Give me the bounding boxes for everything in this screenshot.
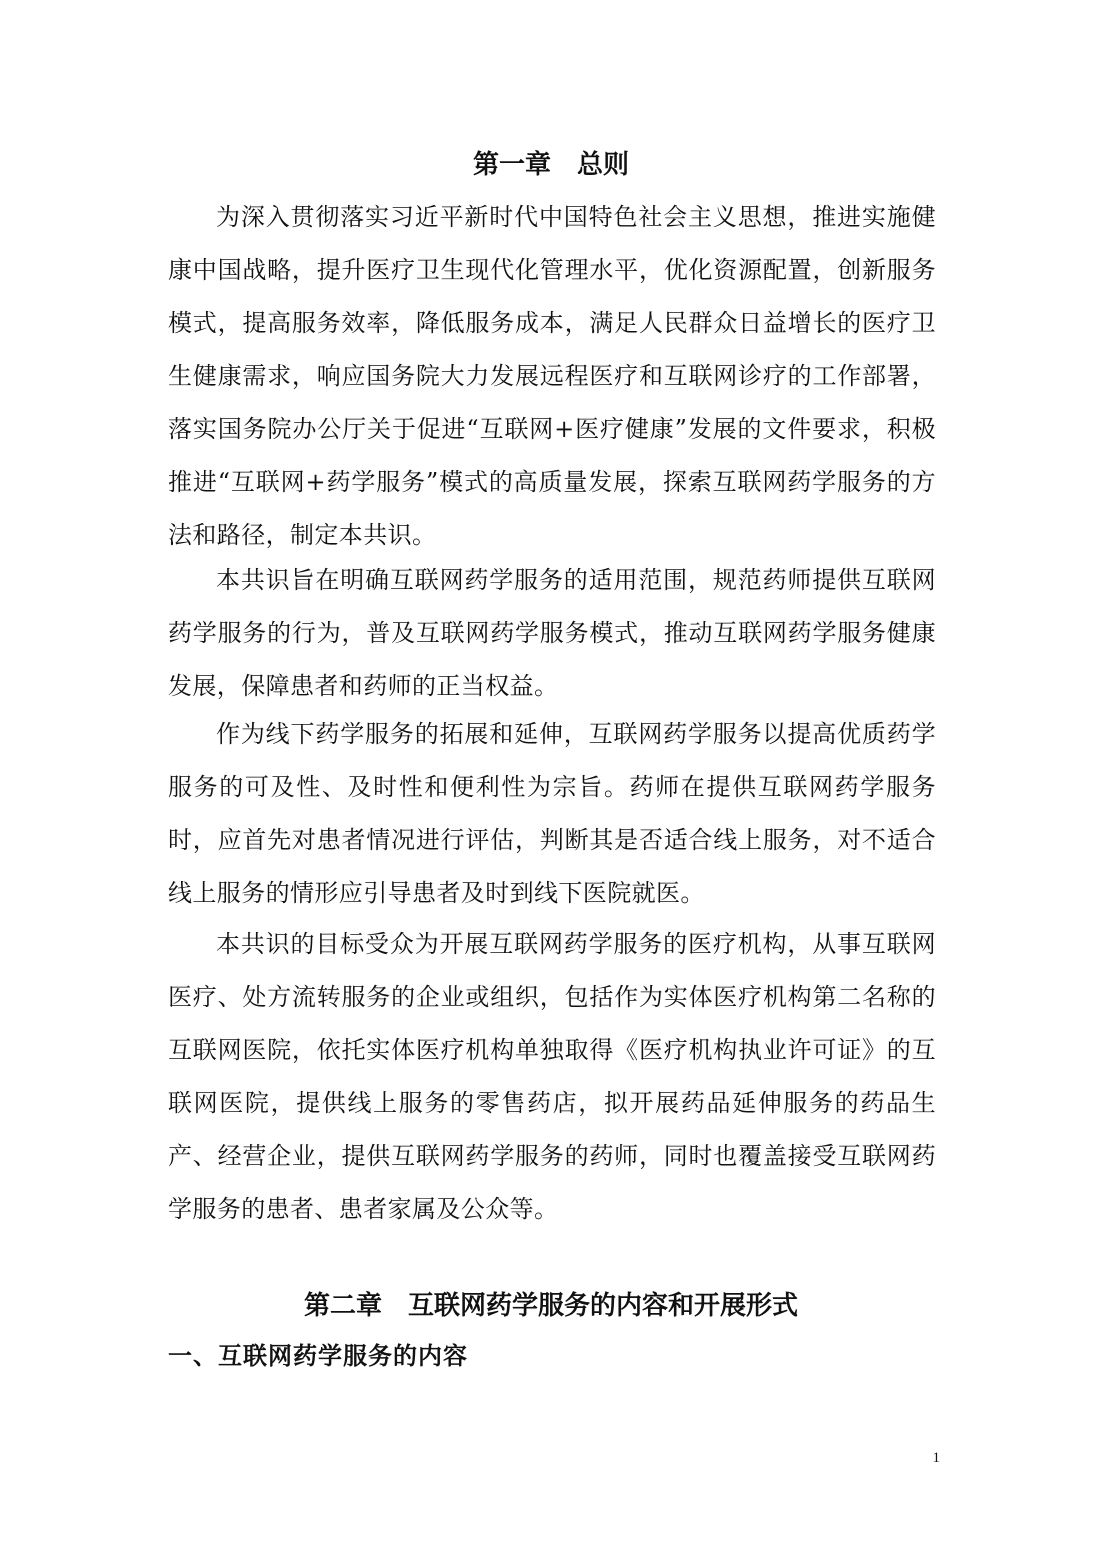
chapter-1-title: 第一章 总则 bbox=[472, 150, 629, 180]
chapter-1-paragraph-3: 作为线下药学服务的拓展和延伸，互联网药学服务以提高优质药学服务的可及性、及时性和便利性为宗旨。药师在提供互联网药学服务时，应首先对患者情况进行评估，判断其是否适合线上服务，对不适合线上服务的情形应引导患者及时到线下医院就医。 bbox=[168, 720, 936, 907]
chapter-2-title: 第二章 互联网药学服务的内容和开展形式 bbox=[303, 1291, 798, 1321]
section-heading: 一、互联网药学服务的内容 bbox=[168, 1341, 468, 1370]
chapter-1-paragraph-2: 本共识旨在明确互联网药学服务的适用范围，规范药师提供互联网药学服务的行为，普及互联网药学服务模式，推动互联网药学服务健康发展，保障患者和药师的正当权益。 bbox=[168, 566, 936, 700]
page-number: 1 bbox=[932, 1450, 940, 1466]
chapter-1-paragraph-4: 本共识的目标受众为开展互联网药学服务的医疗机构，从事互联网医疗、处方流转服务的企业或组织，包括作为实体医疗机构第二名称的互联网医院，依托实体医疗机构单独取得《医疗机构执业许可证》的互联网医院，提供线上服务的零售药店，拟开展药品延伸服务的药品生产、经营企业，提供互联网药学服务的药师，同时也覆盖接受互联网药学服务的患者、患者家属及公众等。 bbox=[168, 930, 936, 1223]
chapter-1-paragraph-1: 为深入贯彻落实习近平新时代中国特色社会主义思想，推进实施健康中国战略，提升医疗卫生现代化管理水平，优化资源配置，创新服务模式，提高服务效率，降低服务成本，满足人民群众日益增长的医疗卫生健康需求，响应国务院大力发展远程医疗和互联网诊疗的工作部署，落实国务院办公厅关于促进“互联网+医疗健康”发展的文件要求，积极推进“互联网+药学服务”模式的高质量发展，探索互联网药学服务的方法和路径，制定本共识。 bbox=[168, 203, 936, 549]
